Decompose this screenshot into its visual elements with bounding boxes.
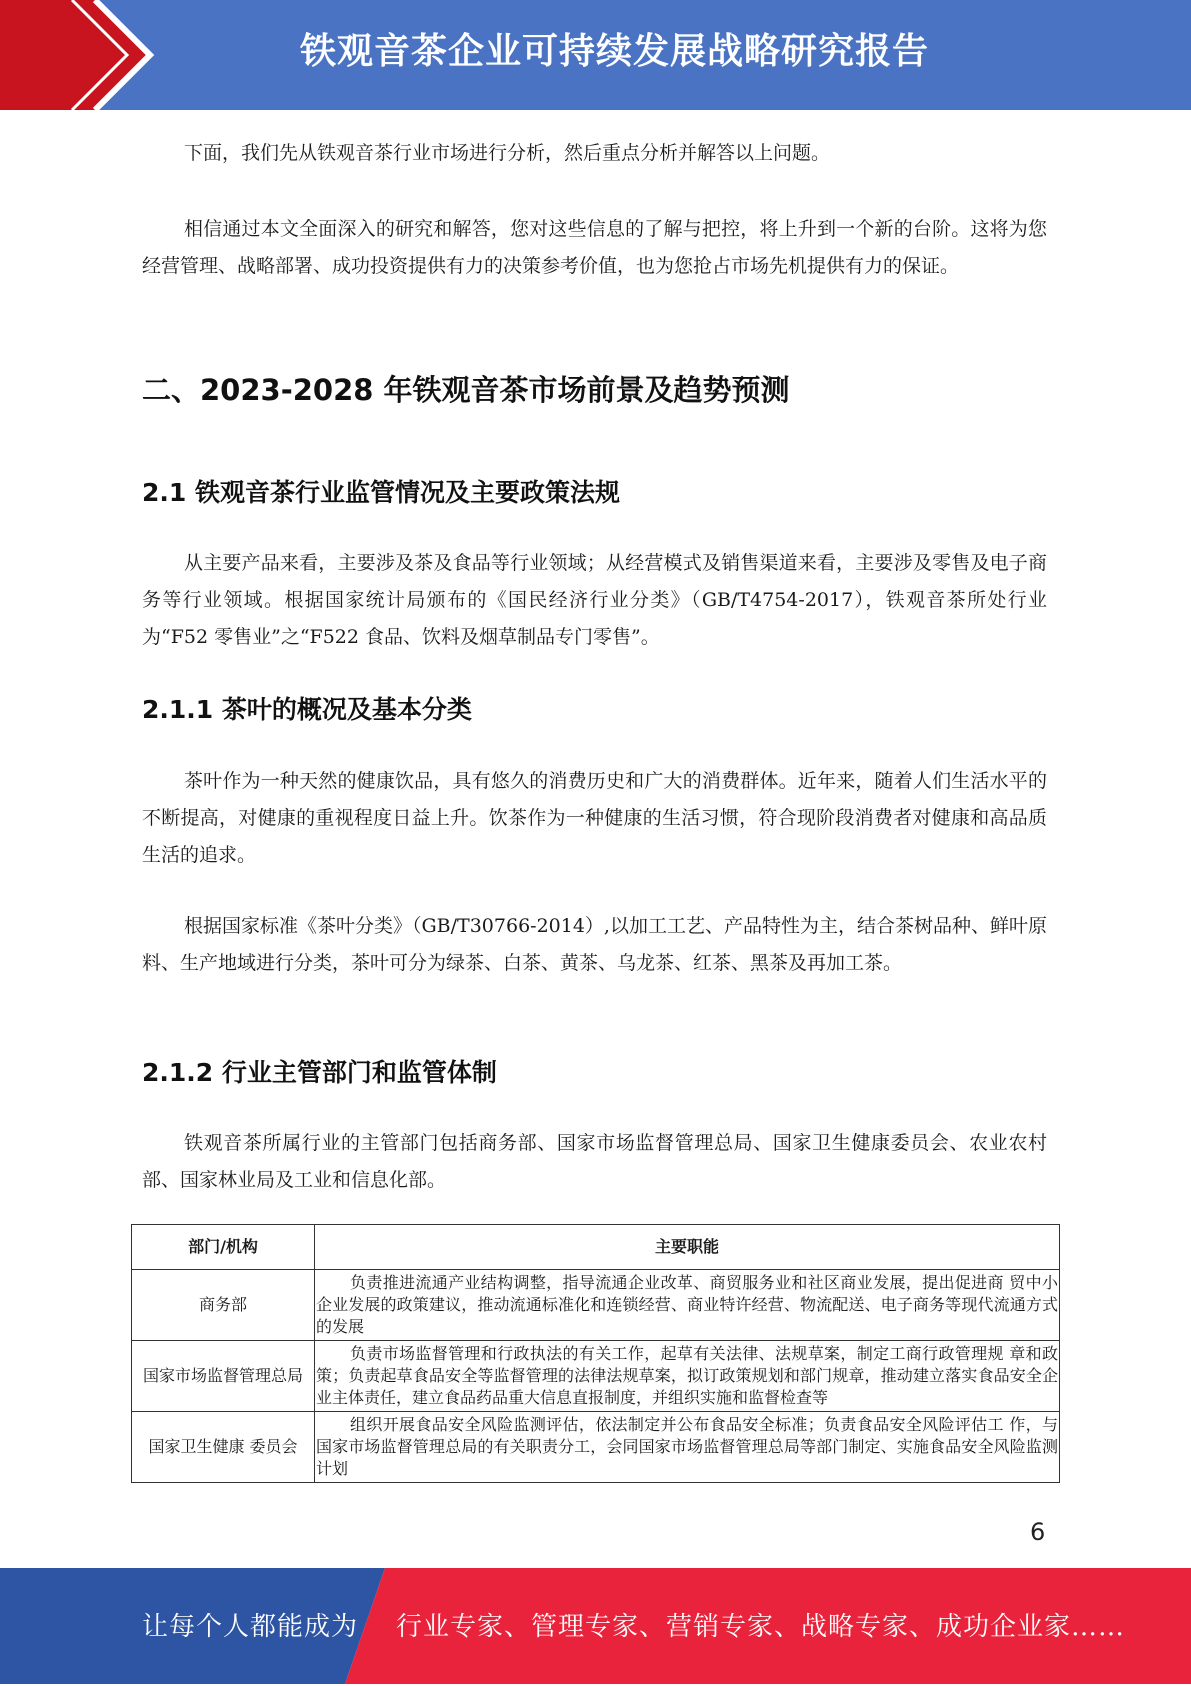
- table-header-row: [132, 1225, 1060, 1270]
- table-header-dept: 部门/机构: [132, 1225, 315, 1270]
- table-cell-dept: 国家市场监督管理总局: [132, 1341, 315, 1412]
- footer-slogan-left: 让每个人都能成为: [142, 1612, 359, 1642]
- subsection-heading-2-1-2: 2.1.2 行业主管部门和监管体制: [142, 1058, 497, 1087]
- industry-classification-paragraph: 从主要产品来看，主要涉及茶及食品等行业领域；从经营模式及销售渠道来看，主要涉及零售及电子商务等行业领域。根据国家统计局颁布的《国民经济行业分类》（GB/T4754-2017），铁观音茶所处行业为“F52 零售业”之“F522 食品、饮料及烟草制品专门零售”。: [142, 552, 1047, 648]
- authorities-paragraph: 铁观音茶所属行业的主管部门包括商务部、国家市场监督管理总局、国家卫生健康委员会、农业农村部、国家林业局及工业和信息化部。: [142, 1132, 1047, 1191]
- regulators-table: [131, 1224, 1060, 1483]
- table-cell-dept: 商务部: [132, 1270, 315, 1341]
- report-title: 铁观音茶企业可持续发展战略研究报告: [300, 31, 930, 72]
- subsection-heading-2-1: 2.1 铁观音茶行业监管情况及主要政策法规: [142, 478, 620, 507]
- tea-classification-paragraph: 根据国家标准《茶叶分类》（GB/T30766-2014）,以加工工艺、产品特性为主，结合茶树品种、鲜叶原料、生产地域进行分类，茶叶可分为绿茶、白茶、黄茶、乌龙茶、红茶、黑茶及再加工茶。: [142, 915, 1047, 974]
- report-header: [0, 0, 1191, 110]
- section-heading: 二、2023-2028 年铁观音茶市场前景及趋势预测: [142, 373, 790, 407]
- footer-slogan-right: 行业专家、管理专家、营销专家、战略专家、成功企业家……: [396, 1612, 1126, 1642]
- value-paragraph: 相信通过本文全面深入的研究和解答，您对这些信息的了解与把控，将上升到一个新的台阶。这将为您经营管理、战略部署、成功投资提供有力的决策参考价值，也为您抢占市场先机提供有力的保证。: [142, 218, 1047, 277]
- page-break-mask: [125, 1504, 1070, 1544]
- tea-overview-paragraph: 茶叶作为一种天然的健康饮品，具有悠久的消费历史和广大的消费群体。近年来，随着人们生活水平的不断提高，对健康的重视程度日益上升。饮茶作为一种健康的生活习惯，符合现阶段消费者对健康和高品质生活的追求。: [142, 770, 1047, 866]
- table-cell-duty: 负责推进流通产业结构调整，指导流通企业改革、商贸服务业和社区商业发展，提出促进商 贸中小企业发展的政策建议，推动流通标准化和连锁经营、商业特许经营、物流配送、电子商务等现代流通方式的发展: [315, 1270, 1060, 1341]
- intro-paragraph: 下面，我们先从铁观音茶行业市场进行分析，然后重点分析并解答以上问题。: [184, 142, 831, 164]
- table-row: [132, 1341, 1060, 1412]
- report-footer: [0, 1568, 1191, 1684]
- table-row: [132, 1270, 1060, 1341]
- table-cell-duty: 负责市场监督管理和行政执法的有关工作，起草有关法律、法规草案，制定工商行政管理规 章和政策；负责起草食品安全等监督管理的法律法规草案，拟订政策规划和部门规章，推动建立落实食品安全企业主体责任，建立食品药品重大信息直报制度，并组织实施和监督检查等: [315, 1341, 1060, 1412]
- table-cell-dept: 国家卫生健康 委员会: [132, 1412, 315, 1483]
- table-header-duty: 主要职能: [315, 1225, 1060, 1270]
- table-cell-duty: 组织开展食品安全风险监测评估，依法制定并公布食品安全标准；负责食品安全风险评估工 作，与国家市场监督管理总局的有关职责分工，会同国家市场监督管理总局等部门制定、实施食品安全风险监测计划: [315, 1412, 1060, 1483]
- subsection-heading-2-1-1: 2.1.1 茶叶的概况及基本分类: [142, 695, 472, 724]
- page-number: 6: [1030, 1518, 1046, 1546]
- table-row: [132, 1412, 1060, 1483]
